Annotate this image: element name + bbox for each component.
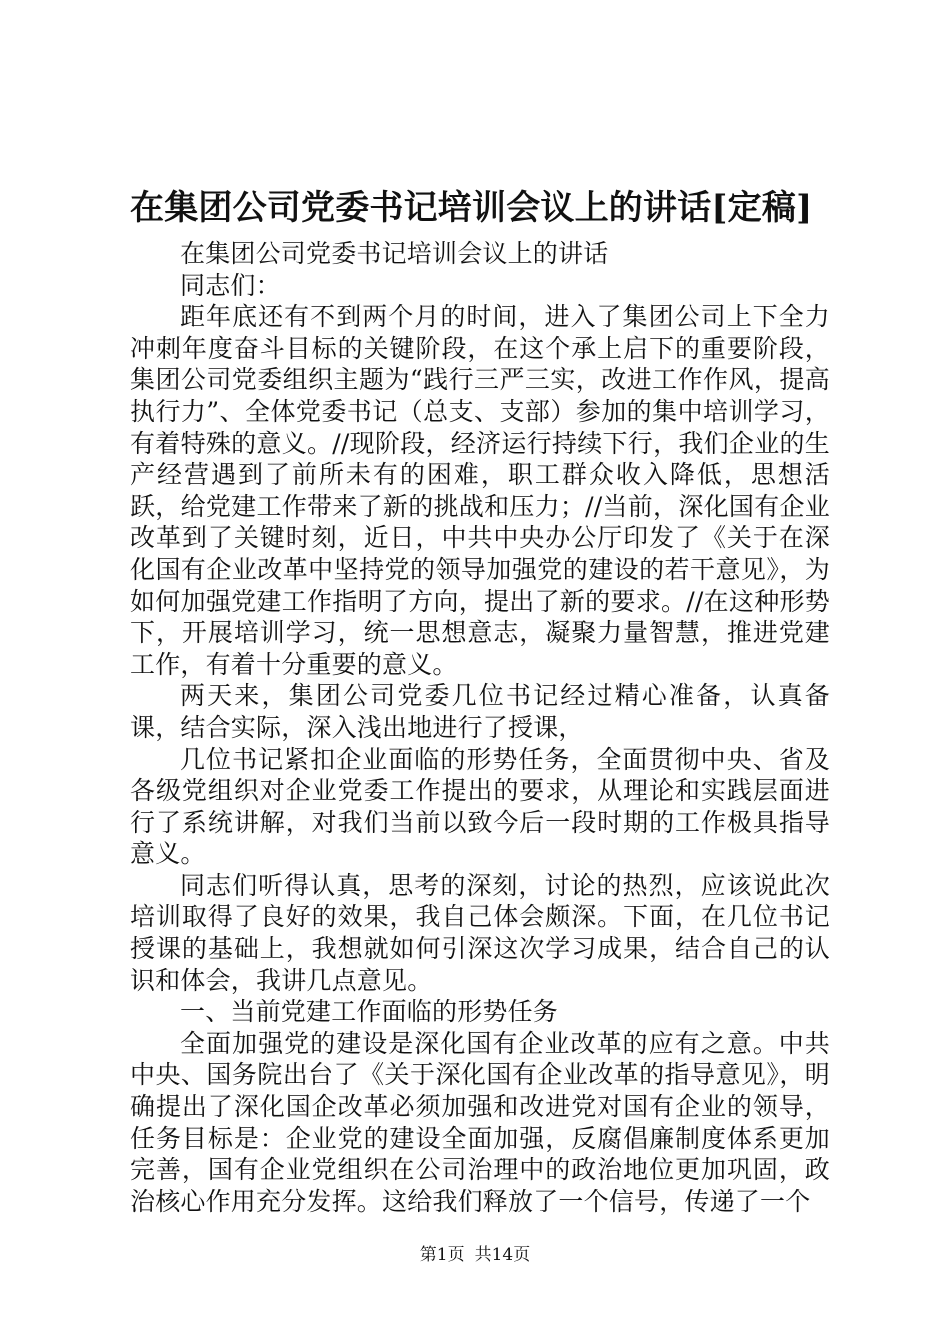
salutation: 同志们： (180, 270, 281, 300)
speech-subtitle: 在集团公司党委书记培训会议上的讲话 (180, 239, 609, 268)
document-body (130, 210, 830, 1217)
body-paragraph: 全面加强党的建设是深化国有企业改革的应有之意。中共中央、国务院出台了《关于深化国有企业改革的指导意见》，明确提出了深化国企改革必须加强和改进党对国有企业的领导，任务目标是：企业党的建设全面加强，反腐倡廉制度体系更加完善，国有企业党组织在公司治理中的政治地位更加巩固，政治核心作用充分发挥。这给我们释放了一个信号，传递了一个 (130, 1028, 830, 1216)
body-paragraph: 两天来，集团公司党委几位书记经过精心准备，认真备课，结合实际，深入浅出地进行了授课， (130, 681, 830, 742)
page-total: 共14页 (474, 1245, 531, 1265)
page-footer (0, 1243, 950, 1267)
body-paragraph: 距年底还有不到两个月的时间，进入了集团公司上下全力冲刺年度奋斗目标的关键阶段，在这个承上启下的重要阶段，集团公司党委组织主题为“践行三严三实，改进工作作风，提高执行力”、全体党委书记（总支、支部）参加的集中培训学习，有着特殊的意义。//现阶段，经济运行持续下行，我们企业的生产经营遇到了前所未有的困难，职工群众收入降低，思想活跃，给党建工作带来了新的挑战和压力；//当前，深化国有企业改革到了关键时刻，近日，中共中央办公厅印发了《关于在深化国有企业改革中坚持党的领导加强党的建设的若干意见》，为如何加强党建工作指明了方向，提出了新的要求。//在这种形势下，开展培训学习，统一思想意志，凝聚力量智慧，推进党建工作，有着十分重要的意义。 (130, 302, 830, 679)
section-heading: 一、当前党建工作面临的形势任务 (180, 997, 559, 1027)
page-number: 第1页 (419, 1245, 465, 1265)
body-paragraph: 同志们听得认真，思考的深刻，讨论的热烈，应该说此次培训取得了良好的效果，我自己体会颇深。下面，在几位书记授课的基础上，我想就如何引深这次学习成果，结合自己的认识和体会，我讲几点意见。 (130, 870, 830, 995)
document-title: 在集团公司党委书记培训会议上的讲话[定稿] (130, 188, 813, 228)
body-paragraph: 几位书记紧扣企业面临的形势任务，全面贯彻中央、省及各级党组织对企业党委工作提出的要求，从理论和实践层面进行了系统讲解，对我们当前以致今后一段时期的工作极具指导意义。 (130, 744, 830, 869)
